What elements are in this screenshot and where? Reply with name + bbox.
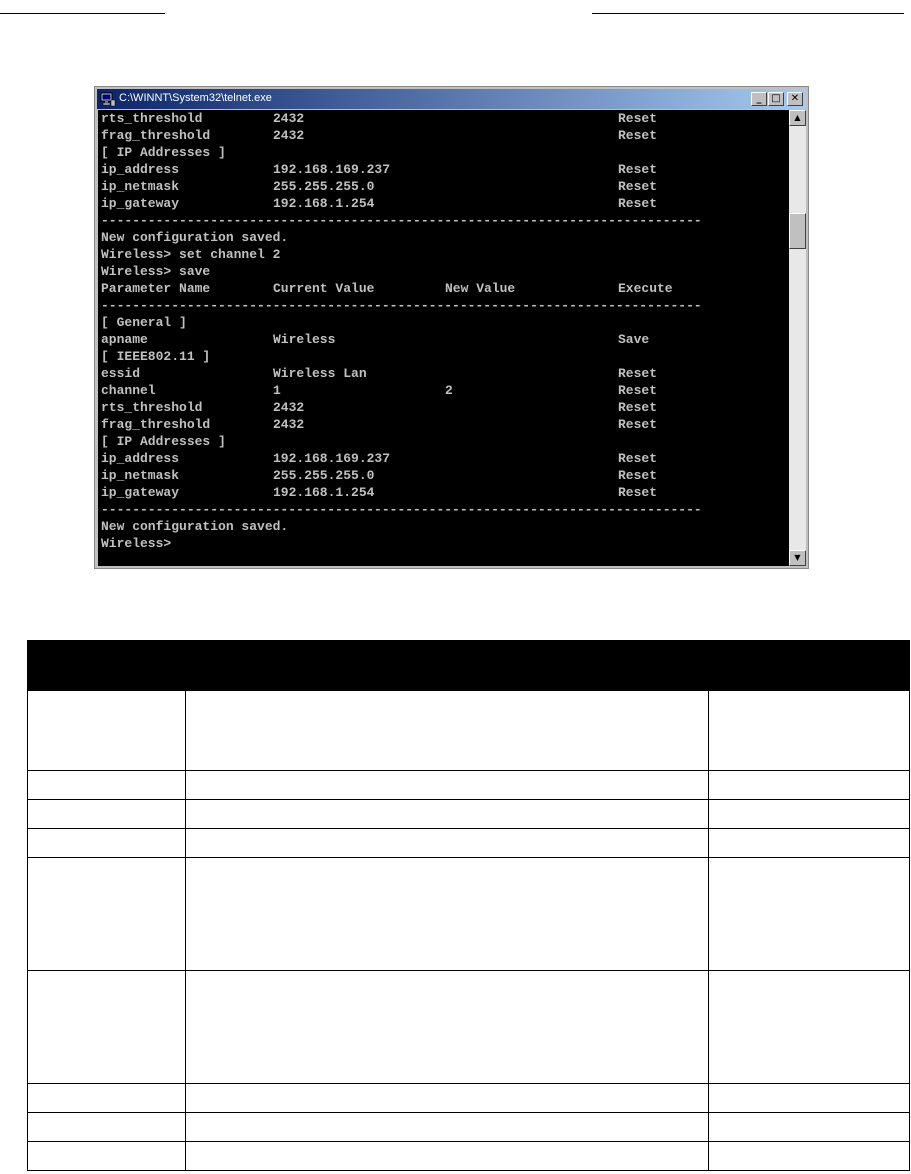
console-cell: Reset [618, 366, 658, 381]
console-cell: Reset [618, 400, 658, 415]
scroll-down-button[interactable]: ▼ [789, 550, 806, 566]
table-cell [709, 858, 910, 971]
table-row [28, 858, 910, 971]
table-cell [186, 1113, 709, 1142]
console-cell: apname [101, 332, 148, 347]
table-cell [186, 771, 709, 800]
console-cell: Reset [618, 383, 658, 398]
console-cell: 255.255.255.0 [273, 179, 375, 194]
table-row [28, 971, 910, 1084]
console-cell: Save [618, 332, 650, 347]
scroll-up-button[interactable]: ▲ [789, 110, 806, 126]
scroll-thumb[interactable] [789, 213, 806, 249]
table-cell [186, 691, 709, 771]
console-cell: Execute [618, 281, 673, 296]
table-header-cell [186, 641, 709, 691]
close-button[interactable]: ✕ [787, 92, 803, 106]
console-cell: Reset [618, 128, 658, 143]
console-cell: ----------------------------------------------------------------------------- [101, 502, 702, 517]
console-cell: ip_netmask [101, 179, 180, 194]
maximize-button[interactable]: □ [768, 92, 784, 106]
table-row [28, 771, 910, 800]
table-cell [709, 691, 910, 771]
console-cell: 192.168.169.237 [273, 162, 391, 177]
console-output[interactable] [98, 110, 789, 566]
console-cell: ip_address [101, 162, 180, 177]
console-cell: Reset [618, 468, 658, 483]
table-row [28, 1113, 910, 1142]
table-cell [28, 771, 186, 800]
console-cell: 255.255.255.0 [273, 468, 375, 483]
table-cell [28, 1113, 186, 1142]
table-row [28, 800, 910, 829]
table-row [28, 829, 910, 858]
console-cell: 1 [273, 383, 281, 398]
console-cell: ----------------------------------------------------------------------------- [101, 298, 702, 313]
console-cell: Parameter Name [101, 281, 211, 296]
telnet-window [94, 86, 809, 569]
console-cell: Reset [618, 485, 658, 500]
table-cell [28, 971, 186, 1084]
console-cell: Reset [618, 196, 658, 211]
window-title: C:\WINNT\System32\telnet.exe [119, 92, 272, 104]
console-cell: Reset [618, 162, 658, 177]
console-cell: frag_threshold [101, 128, 211, 143]
console-cell: 2432 [273, 400, 305, 415]
table-cell [28, 829, 186, 858]
console-cell: 2432 [273, 128, 305, 143]
header-rule-left [0, 13, 165, 14]
console-cell: [ IP Addresses ] [101, 145, 226, 160]
table-cell [28, 800, 186, 829]
table-cell [186, 858, 709, 971]
console-cell: 2432 [273, 417, 305, 432]
console-cell: ip_netmask [101, 468, 180, 483]
console-cell: Wireless [273, 332, 336, 347]
console-cell: 2432 [273, 111, 305, 126]
console-cell: Reset [618, 417, 658, 432]
console-cell: ip_address [101, 451, 180, 466]
console-cell: ip_gateway [101, 485, 180, 500]
console-cell: frag_threshold [101, 417, 211, 432]
console-cell: rts_threshold [101, 111, 203, 126]
table-cell [28, 691, 186, 771]
table-cell [709, 1113, 910, 1142]
console-cell: Current Value [273, 281, 375, 296]
console-cell: New configuration saved. [101, 230, 289, 245]
table-cell [28, 1084, 186, 1113]
table-header-row [28, 641, 910, 691]
console-cell: Reset [618, 451, 658, 466]
table-header-cell [28, 641, 186, 691]
console-cell: 192.168.1.254 [273, 485, 375, 500]
table-cell [709, 829, 910, 858]
vertical-scrollbar[interactable] [789, 110, 806, 566]
console-cell: Wireless> [101, 536, 172, 551]
table-cell [186, 829, 709, 858]
table-cell [28, 858, 186, 971]
console-cell: New configuration saved. [101, 519, 289, 534]
console-cell: New Value [445, 281, 516, 296]
table-cell [186, 800, 709, 829]
table-cell [709, 800, 910, 829]
table-cell [186, 1142, 709, 1171]
table-row [28, 1084, 910, 1113]
console-cell: essid [101, 366, 141, 381]
console-cell: Wireless> set channel 2 [101, 247, 281, 262]
table-cell [709, 771, 910, 800]
table-header-cell [709, 641, 910, 691]
console-cell: channel [101, 383, 156, 398]
console-cell: ip_gateway [101, 196, 180, 211]
title-bar[interactable] [97, 89, 806, 109]
minimize-button[interactable]: _ [751, 92, 767, 106]
table-cell [709, 1142, 910, 1171]
table-cell [709, 971, 910, 1084]
table-cell [186, 971, 709, 1084]
console-cell: [ IP Addresses ] [101, 434, 226, 449]
console-cell: Wireless> save [101, 264, 211, 279]
parameter-table [27, 640, 910, 1171]
console-cell: [ IEEE802.11 ] [101, 349, 211, 364]
table-cell [28, 1142, 186, 1171]
console-cell: Reset [618, 179, 658, 194]
console-cell: 2 [445, 383, 453, 398]
console-cell: rts_threshold [101, 400, 203, 415]
table-cell [709, 1084, 910, 1113]
telnet-app-icon [100, 91, 116, 107]
console-cell: [ General ] [101, 315, 187, 330]
header-rule-right [592, 13, 904, 14]
console-cell: Wireless Lan [273, 366, 367, 381]
console-cell: Reset [618, 111, 658, 126]
table-cell [186, 1084, 709, 1113]
console-cell: 192.168.1.254 [273, 196, 375, 211]
console-cell: 192.168.169.237 [273, 451, 391, 466]
table-row [28, 1142, 910, 1171]
console-cell: ----------------------------------------------------------------------------- [101, 213, 702, 228]
table-row [28, 691, 910, 771]
